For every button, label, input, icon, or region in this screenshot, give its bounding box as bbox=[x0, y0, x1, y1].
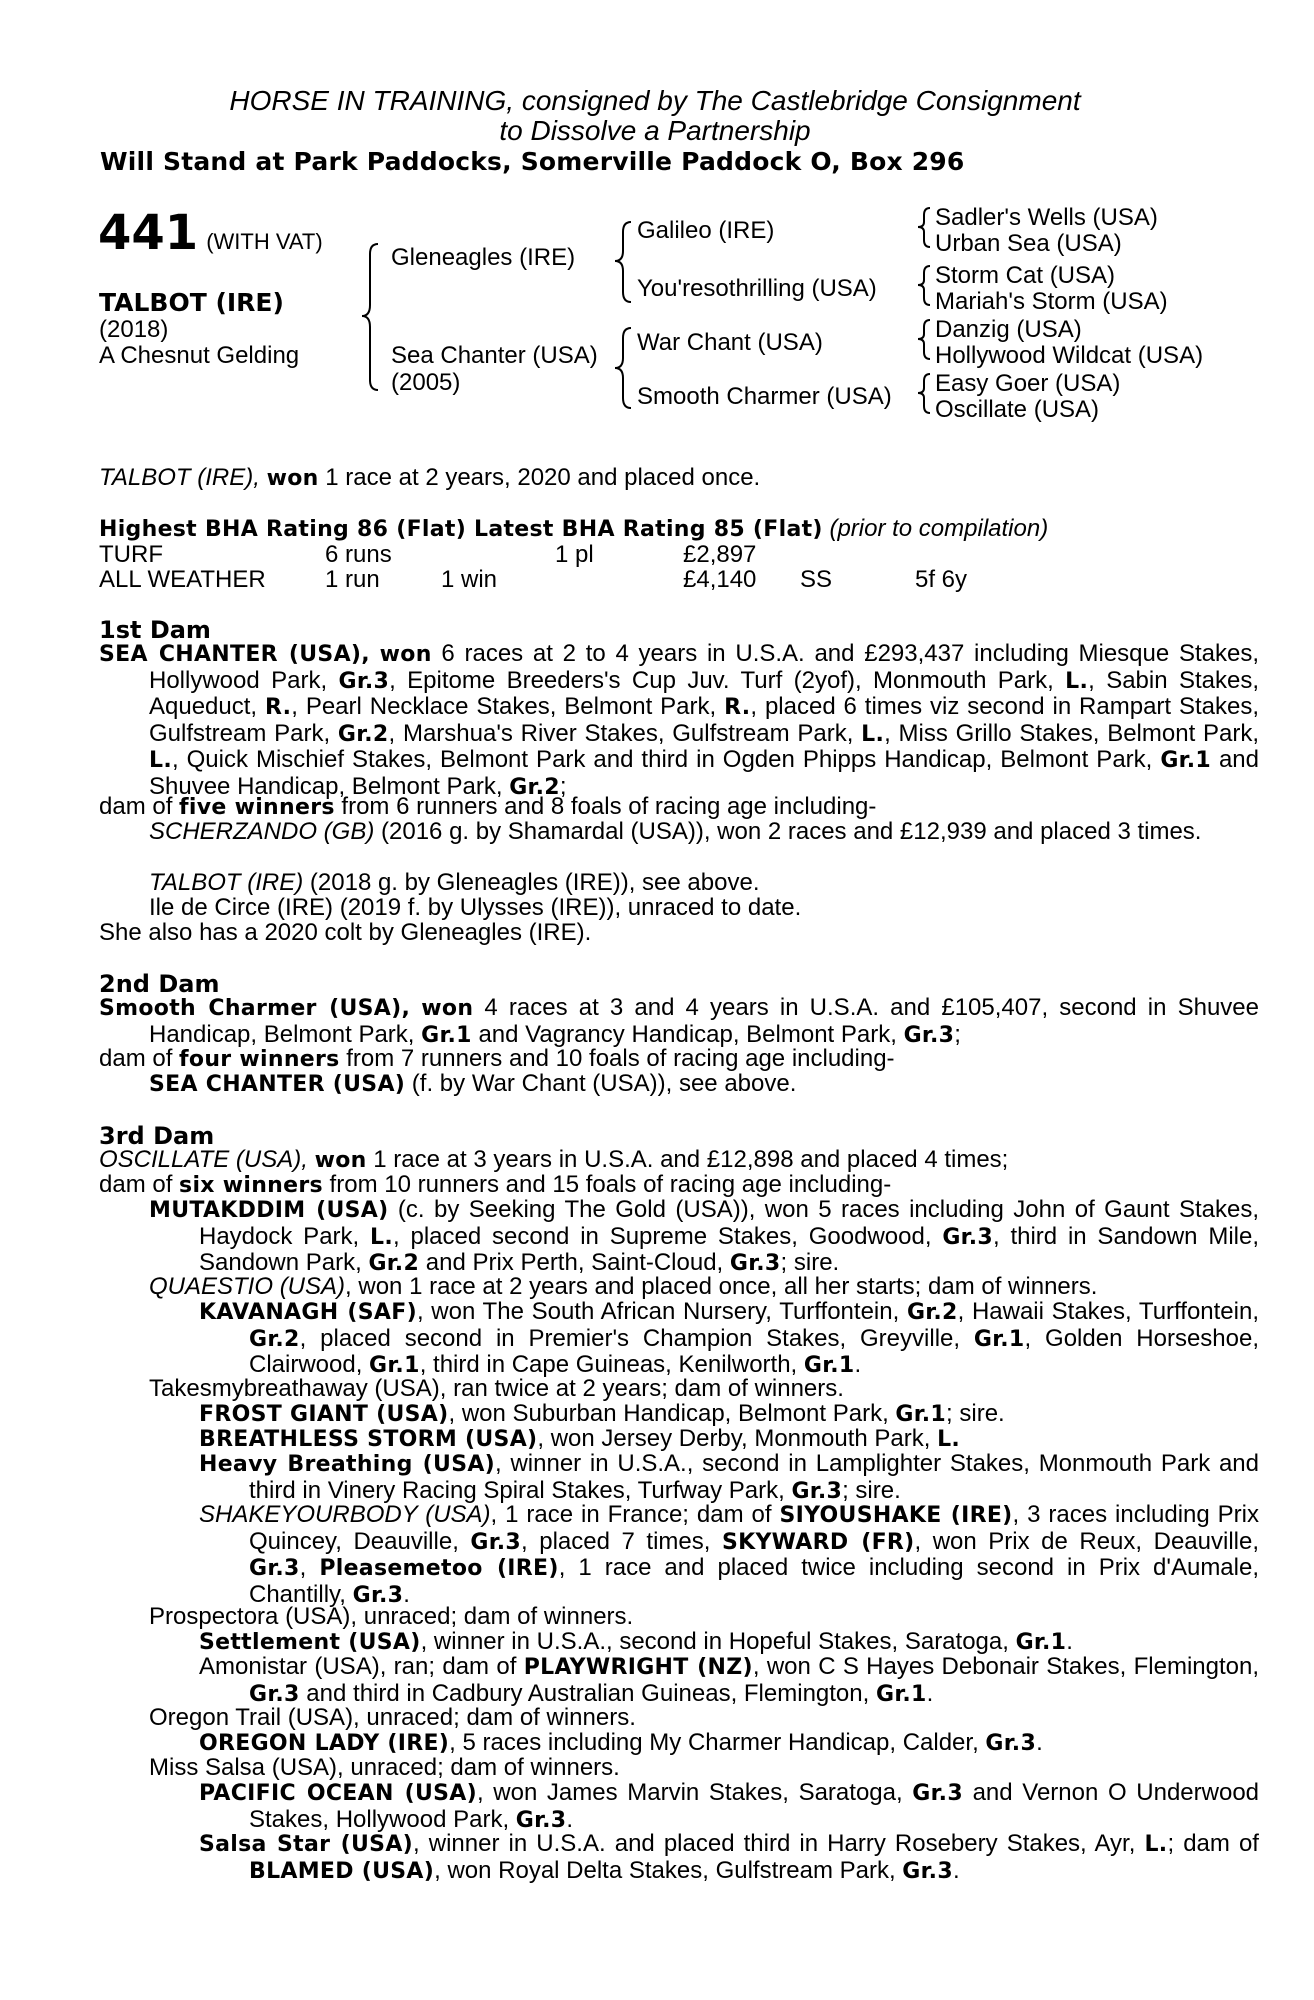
bracket-gen1 bbox=[362, 244, 378, 390]
pedigree-ddd: Oscillate (USA) bbox=[935, 396, 1100, 423]
pedigree-dam-sire: War Chant (USA) bbox=[637, 329, 823, 356]
pedigree-sire-sire: Galileo (IRE) bbox=[637, 217, 775, 244]
aw-label: ALL WEATHER bbox=[99, 566, 266, 593]
offspring-quaestio: QUAESTIO (USA), won 1 race at 2 years and placed once, all her starts; dam of winners. bbox=[149, 1273, 1098, 1300]
aw-course: SS bbox=[800, 566, 833, 593]
bracket-warchant bbox=[918, 320, 930, 359]
race-summary: TALBOT (IRE), won 1 race at 2 years, 2020 and placed once. bbox=[99, 464, 761, 491]
offspring-talbot: TALBOT (IRE) (2018 g. by Gleneagles (IRE)), see above. bbox=[149, 869, 760, 896]
lot-number bbox=[98, 205, 323, 261]
pedigree-dss: Danzig (USA) bbox=[935, 316, 1082, 343]
second-dam-heading: 2nd Dam bbox=[99, 970, 220, 998]
offspring-sea-chanter: SEA CHANTER (USA) (f. by War Chant (USA)), see above. bbox=[149, 1070, 797, 1097]
turf-placed: 1 pl bbox=[555, 541, 594, 568]
offspring-mutakddim: MUTAKDDIM (USA) (c. by Seeking The Gold (USA)), won 5 races including John of Gaunt Stakes, Haydock Park, L., placed second in Supreme Stakes, Goodwood, Gr.3, third in Sandown Mile, Sandown Park, Gr.2 and Prix Perth, Saint-Cloud, Gr.3; sire. bbox=[149, 1196, 1259, 1276]
second-dam-record: Smooth Charmer (USA), won 4 races at 3 and 4 years in U.S.A. and £105,407, second in Shuvee Handicap, Belmont Park, Gr.1 and Vagrancy Handicap, Belmont Park, Gr.3; bbox=[99, 994, 1259, 1048]
horse-description: A Chesnut Gelding bbox=[99, 342, 300, 369]
offspring-miss-salsa: Miss Salsa (USA), unraced; dam of winners. bbox=[149, 1754, 620, 1781]
pedigree-dds: Easy Goer (USA) bbox=[935, 370, 1121, 397]
first-dam-heading: 1st Dam bbox=[99, 616, 211, 644]
pedigree-dsd: Hollywood Wildcat (USA) bbox=[935, 342, 1204, 369]
turf-label: TURF bbox=[99, 541, 163, 568]
horse-year: (2018) bbox=[99, 316, 169, 343]
offspring-shakeyourbody: SHAKEYOURBODY (USA), 1 race in France; dam of SIYOUSHAKE (IRE), 3 races including Prix Quincey, Deauville, Gr.3, placed 7 times, SKYWARD (FR), won Prix de Reux, Deauville, Gr.3, Pleasemetoo (IRE), 1 race and placed twice including second in Prix d'Aumale, Chantilly, Gr.3. bbox=[199, 1501, 1260, 1608]
aw-wins: 1 win bbox=[441, 566, 498, 593]
offspring-ile-de-circe: Ile de Circe (IRE) (2019 f. by Ulysses (IRE)), unraced to date. bbox=[149, 894, 802, 921]
third-dam-heading: 3rd Dam bbox=[99, 1122, 215, 1150]
third-dam-record: OSCILLATE (USA), won 1 race at 3 years in U.S.A. and £12,898 and placed 4 times; bbox=[99, 1146, 1009, 1173]
turf-runs: 6 runs bbox=[325, 541, 392, 568]
consignor-line: HORSE IN TRAINING, consigned by The Castlebridge Consignment bbox=[229, 85, 1081, 116]
bracket-smoothcharmer bbox=[918, 374, 930, 413]
first-dam-produce: dam of five winners from 6 runners and 8 foals of racing age including- bbox=[99, 793, 877, 820]
turf-prize: £2,897 bbox=[683, 541, 757, 568]
stand-location: Will Stand at Park Paddocks, Somerville Paddock O, Box 296 bbox=[100, 147, 965, 176]
consignor-line-2: to Dissolve a Partnership bbox=[499, 115, 811, 146]
third-dam-produce: dam of six winners from 10 runners and 15 foals of racing age including- bbox=[99, 1171, 892, 1198]
offspring-kavanagh: KAVANAGH (SAF), won The South African Nursery, Turffontein, Gr.2, Hawaii Stakes, Turffontein, Gr.2, placed second in Premier's Champion Stakes, Greyville, Gr.1, Golden Horseshoe, Clairwood, Gr.1, third in Cape Guineas, Kenilworth, Gr.1. bbox=[199, 1298, 1260, 1378]
offspring-amonistar: Amonistar (USA), ran; dam of PLAYWRIGHT (NZ), won C S Hayes Debonair Stakes, Flemington, Gr.3 and third in Cadbury Australian Guineas, Flemington, Gr.1. bbox=[199, 1653, 1259, 1707]
bracket-dam bbox=[615, 328, 631, 408]
pedigree-sds: Storm Cat (USA) bbox=[935, 262, 1116, 289]
vat-note: (WITH VAT) bbox=[206, 229, 323, 254]
first-dam-also: She also has a 2020 colt by Gleneagles (IRE). bbox=[99, 919, 592, 946]
pedigree-sire: Gleneagles (IRE) bbox=[391, 244, 576, 271]
pedigree-dam-year: (2005) bbox=[391, 369, 461, 396]
pedigree-sire-dam: You'resothrilling (USA) bbox=[637, 275, 877, 302]
pedigree-dam: Sea Chanter (USA) bbox=[391, 342, 598, 369]
offspring-scherzando: SCHERZANDO (GB) (2016 g. by Shamardal (USA)), won 2 races and £12,939 and placed 3 times. bbox=[149, 818, 1202, 845]
offspring-oregon-trail: Oregon Trail (USA), unraced; dam of winners. bbox=[149, 1704, 636, 1731]
horse-name: TALBOT (IRE) bbox=[99, 288, 284, 317]
aw-distance: 5f 6y bbox=[915, 566, 968, 593]
aw-runs: 1 run bbox=[325, 566, 380, 593]
offspring-takesmybreathaway: Takesmybreathaway (USA), ran twice at 2 years; dam of winners. bbox=[149, 1375, 844, 1402]
bracket-sire bbox=[615, 222, 631, 302]
lot-number-value: 441 bbox=[98, 205, 199, 261]
pedigree-ssd: Urban Sea (USA) bbox=[935, 230, 1122, 257]
bracket-youresothrilling bbox=[918, 266, 930, 305]
offspring-oregon-lady: OREGON LADY (IRE), 5 races including My Charmer Handicap, Calder, Gr.3. bbox=[199, 1729, 1043, 1756]
offspring-salsa-star: Salsa Star (USA), winner in U.S.A. and placed third in Harry Rosebery Stakes, Ayr, L.; dam of BLAMED (USA), won Royal Delta Stakes, Gulfstream Park, Gr.3. bbox=[199, 1830, 1259, 1884]
pedigree-sdd: Mariah's Storm (USA) bbox=[935, 288, 1168, 315]
bracket-galileo bbox=[918, 208, 930, 247]
offspring-pacific-ocean: PACIFIC OCEAN (USA), won James Marvin Stakes, Saratoga, Gr.3 and Vernon O Underwood Stakes, Hollywood Park, Gr.3. bbox=[199, 1779, 1260, 1833]
offspring-breathless-storm: BREATHLESS STORM (USA), won Jersey Derby, Monmouth Park, L. bbox=[199, 1425, 961, 1452]
pedigree-sss: Sadler's Wells (USA) bbox=[935, 204, 1158, 231]
first-dam-record: SEA CHANTER (USA), won 6 races at 2 to 4 years in U.S.A. and £293,437 including Miesque Stakes, Hollywood Park, Gr.3, Epitome Breeders's Cup Juv. Turf (2yof), Monmouth Park, L., Sabin Stakes, Aqueduct, R., Pearl Necklace Stakes, Belmont Park, R., placed 6 times viz second in Rampart Stakes, Gulfstream Park, Gr.2, Marshua's River Stakes, Gulfstream Park, L., Miss Grillo Stakes, Belmont Park, L., Quick Mischief Stakes, Belmont Park and third in Ogden Phipps Handicap, Belmont Park, Gr.1 and Shuvee Handicap, Belmont Park, Gr.2; bbox=[99, 640, 1260, 800]
second-dam-produce: dam of four winners from 7 runners and 10 foals of racing age including- bbox=[99, 1045, 895, 1072]
offspring-settlement: Settlement (USA), winner in U.S.A., second in Hopeful Stakes, Saratoga, Gr.1. bbox=[199, 1628, 1073, 1655]
offspring-frost-giant: FROST GIANT (USA), won Suburban Handicap, Belmont Park, Gr.1; sire. bbox=[199, 1400, 1005, 1427]
offspring-heavy-breathing: Heavy Breathing (USA), winner in U.S.A., second in Lamplighter Stakes, Monmouth Park and third in Vinery Racing Spiral Stakes, Turfway Park, Gr.3; sire. bbox=[199, 1450, 1259, 1504]
pedigree-dam-dam: Smooth Charmer (USA) bbox=[637, 383, 892, 410]
bha-ratings: Highest BHA Rating 86 (Flat) Latest BHA Rating 85 (Flat) (prior to compilation) bbox=[99, 515, 1049, 542]
aw-prize: £4,140 bbox=[683, 566, 757, 593]
offspring-prospectora: Prospectora (USA), unraced; dam of winners. bbox=[149, 1603, 634, 1630]
